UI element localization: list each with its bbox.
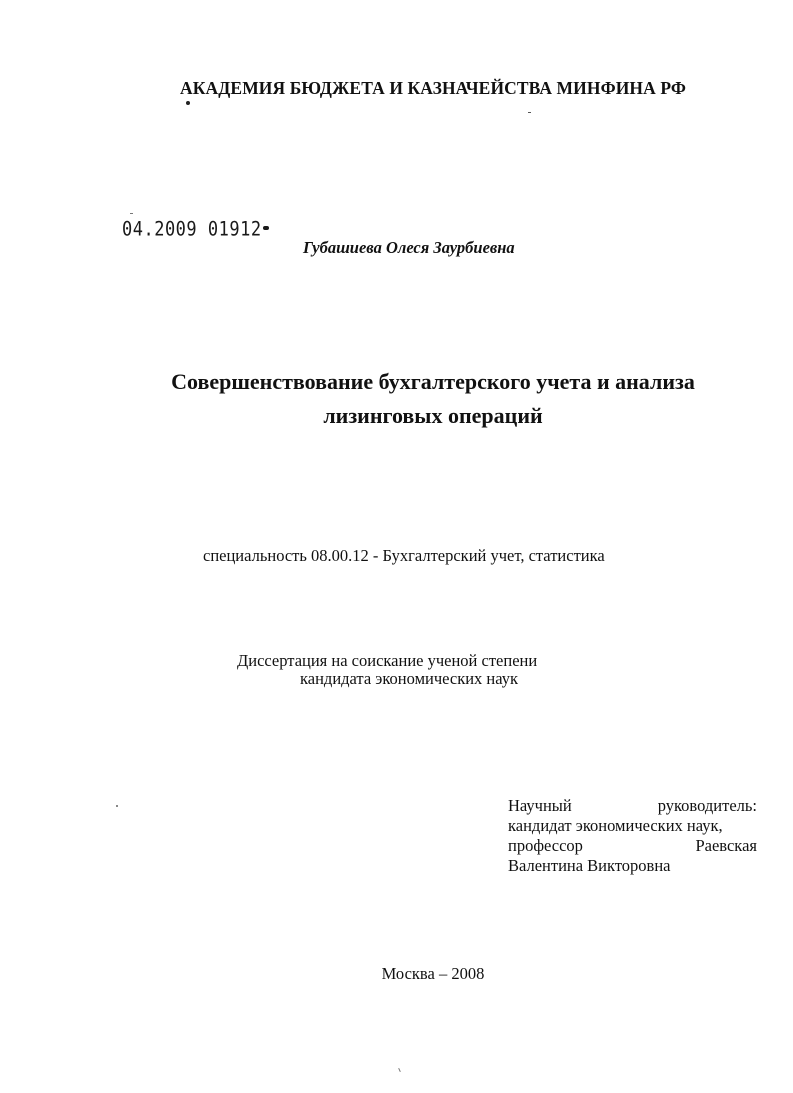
scan-speck	[398, 1068, 401, 1072]
advisor-given-names: Валентина Викторовна	[508, 856, 671, 875]
scan-speck	[528, 112, 531, 113]
catalog-stamp-number: 04.2009 01912	[122, 218, 262, 241]
advisor-label-word-1: Научный	[508, 796, 572, 815]
scan-speck	[116, 805, 118, 807]
scan-speck	[186, 101, 190, 105]
advisor-degree-line	[508, 816, 757, 836]
advisor-rank-line	[508, 836, 757, 856]
advisor-label-word-2: руководитель:	[657, 796, 757, 815]
degree-statement-line-2: кандидата экономических наук	[300, 669, 519, 688]
degree-statement-line-1: Диссертация на соискание ученой степени	[237, 651, 538, 670]
author-name: Губашиева Олеся Заурбиевна	[303, 238, 515, 257]
advisor-rank: профессор	[508, 836, 583, 855]
place-and-year: Москва – 2008	[381, 964, 485, 983]
stamp-mark	[263, 226, 269, 230]
scientific-advisor-block	[508, 796, 757, 876]
institution-heading: АКАДЕМИЯ БЮДЖЕТА И КАЗНАЧЕЙСТВА МИНФИНА РФ	[180, 78, 686, 98]
advisor-name-line	[508, 856, 757, 876]
specialty-line: специальность 08.00.12 - Бухгалтерский учет, статистика	[203, 546, 605, 565]
scan-speck	[130, 213, 133, 214]
advisor-degree: кандидат экономических наук,	[508, 816, 723, 835]
dissertation-title-line-2: лизинговых операций	[323, 403, 543, 428]
dissertation-title-line-1: Совершенствование бухгалтерского учета и анализа	[171, 369, 695, 394]
advisor-label-line	[508, 796, 757, 816]
advisor-surname: Раевская	[695, 836, 757, 855]
